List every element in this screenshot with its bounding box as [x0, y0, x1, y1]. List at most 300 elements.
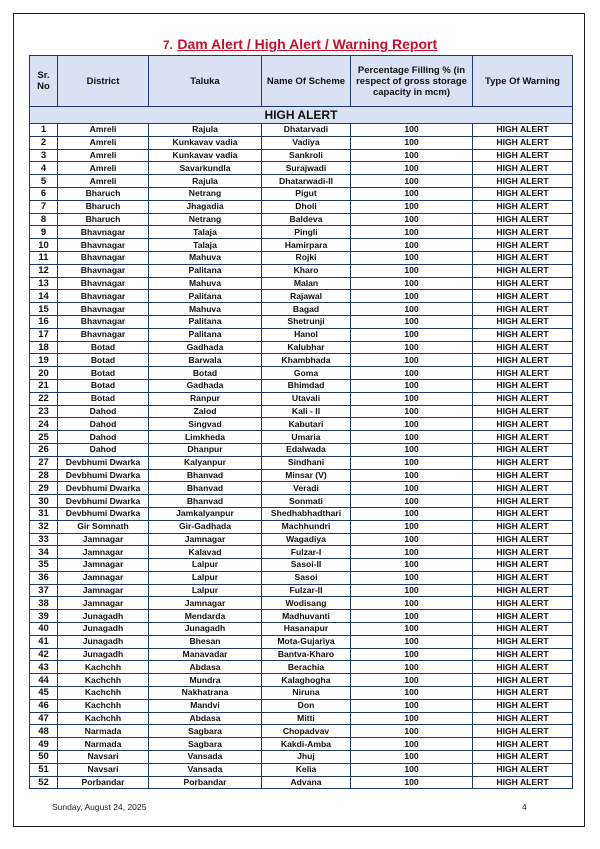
- sr-no-cell: 30: [30, 495, 58, 508]
- sr-no-cell: 51: [30, 763, 58, 776]
- taluka-cell: Kalyanpur: [149, 456, 262, 469]
- table-row: [30, 341, 573, 354]
- scheme-cell: Berachia: [262, 661, 351, 674]
- scheme-cell: Pingli: [262, 226, 351, 239]
- scheme-cell: Dhatarwadi-II: [262, 175, 351, 188]
- percentage-cell: 100: [351, 725, 473, 738]
- taluka-cell: Talaja: [149, 226, 262, 239]
- taluka-cell: Lalpur: [149, 584, 262, 597]
- warning-type-cell: HIGH ALERT: [473, 763, 573, 776]
- district-cell: Bhavnagar: [58, 226, 149, 239]
- scheme-cell: Kali - II: [262, 405, 351, 418]
- percentage-cell: 100: [351, 456, 473, 469]
- taluka-cell: Abdasa: [149, 712, 262, 725]
- sr-no-cell: 27: [30, 456, 58, 469]
- table-row: [30, 277, 573, 290]
- warning-type-cell: HIGH ALERT: [473, 661, 573, 674]
- table-row: [30, 635, 573, 648]
- warning-type-cell: HIGH ALERT: [473, 520, 573, 533]
- table-row: [30, 443, 573, 456]
- district-cell: Kachchh: [58, 674, 149, 687]
- percentage-cell: 100: [351, 571, 473, 584]
- percentage-cell: 100: [351, 264, 473, 277]
- taluka-cell: Jamnagar: [149, 533, 262, 546]
- warning-type-cell: HIGH ALERT: [473, 200, 573, 213]
- table-row: [30, 584, 573, 597]
- scheme-cell: Pigut: [262, 187, 351, 200]
- sr-no-cell: 37: [30, 584, 58, 597]
- scheme-cell: Goma: [262, 367, 351, 380]
- warning-type-cell: HIGH ALERT: [473, 392, 573, 405]
- district-cell: Devbhumi Dwarka: [58, 469, 149, 482]
- district-cell: Junagadh: [58, 610, 149, 623]
- taluka-cell: Bhesan: [149, 635, 262, 648]
- percentage-cell: 100: [351, 149, 473, 162]
- taluka-cell: Netrang: [149, 213, 262, 226]
- scheme-cell: Niruna: [262, 687, 351, 700]
- scheme-cell: Vadiya: [262, 136, 351, 149]
- table-row: [30, 648, 573, 661]
- scheme-cell: Sasoi: [262, 571, 351, 584]
- warning-type-cell: HIGH ALERT: [473, 725, 573, 738]
- taluka-cell: Palitana: [149, 315, 262, 328]
- district-cell: Botad: [58, 379, 149, 392]
- table-row: [30, 418, 573, 431]
- taluka-cell: Gadhada: [149, 341, 262, 354]
- district-cell: Jamnagar: [58, 533, 149, 546]
- scheme-cell: Fulzar-I: [262, 546, 351, 559]
- table-row: [30, 776, 573, 789]
- warning-type-cell: HIGH ALERT: [473, 264, 573, 277]
- scheme-cell: Fulzar-II: [262, 584, 351, 597]
- district-cell: Bharuch: [58, 200, 149, 213]
- taluka-cell: Palitana: [149, 328, 262, 341]
- header-taluka: Taluka: [149, 56, 262, 107]
- warning-type-cell: HIGH ALERT: [473, 584, 573, 597]
- taluka-cell: Mahuva: [149, 251, 262, 264]
- taluka-cell: Jamkalyanpur: [149, 507, 262, 520]
- scheme-cell: Minsar (V): [262, 469, 351, 482]
- warning-type-cell: HIGH ALERT: [473, 277, 573, 290]
- sr-no-cell: 13: [30, 277, 58, 290]
- scheme-cell: Umaria: [262, 431, 351, 444]
- district-cell: Bharuch: [58, 187, 149, 200]
- warning-type-cell: HIGH ALERT: [473, 175, 573, 188]
- sr-no-cell: 15: [30, 303, 58, 316]
- district-cell: Dahod: [58, 431, 149, 444]
- scheme-cell: Sonmati: [262, 495, 351, 508]
- header-percentage-filling: Percentage Filling % (in respect of gross storage capacity in mcm): [351, 56, 473, 107]
- table-row: [30, 213, 573, 226]
- table-row: [30, 354, 573, 367]
- percentage-cell: 100: [351, 303, 473, 316]
- taluka-cell: Sagbara: [149, 738, 262, 751]
- table-row: [30, 520, 573, 533]
- header-district: District: [58, 56, 149, 107]
- district-cell: Bhavnagar: [58, 303, 149, 316]
- warning-type-cell: HIGH ALERT: [473, 533, 573, 546]
- warning-type-cell: HIGH ALERT: [473, 571, 573, 584]
- taluka-cell: Rajula: [149, 175, 262, 188]
- table-row: [30, 546, 573, 559]
- district-cell: Bhavnagar: [58, 264, 149, 277]
- table-row: [30, 328, 573, 341]
- percentage-cell: 100: [351, 661, 473, 674]
- sr-no-cell: 11: [30, 251, 58, 264]
- taluka-cell: Ranpur: [149, 392, 262, 405]
- warning-type-cell: HIGH ALERT: [473, 354, 573, 367]
- district-cell: Bhavnagar: [58, 290, 149, 303]
- taluka-cell: Talaja: [149, 239, 262, 252]
- warning-type-cell: HIGH ALERT: [473, 507, 573, 520]
- scheme-cell: Kalubhar: [262, 341, 351, 354]
- warning-type-cell: HIGH ALERT: [473, 251, 573, 264]
- taluka-cell: Mahuva: [149, 303, 262, 316]
- report-title-text: Dam Alert / High Alert / Warning Report: [177, 36, 438, 52]
- sr-no-cell: 2: [30, 136, 58, 149]
- table-row: [30, 661, 573, 674]
- percentage-cell: 100: [351, 418, 473, 431]
- sr-no-cell: 5: [30, 175, 58, 188]
- warning-type-cell: HIGH ALERT: [473, 738, 573, 751]
- warning-type-cell: HIGH ALERT: [473, 443, 573, 456]
- percentage-cell: 100: [351, 738, 473, 751]
- warning-type-cell: HIGH ALERT: [473, 469, 573, 482]
- table-row: [30, 379, 573, 392]
- table-row: [30, 124, 573, 137]
- warning-type-cell: HIGH ALERT: [473, 124, 573, 137]
- taluka-cell: Gir-Gadhada: [149, 520, 262, 533]
- header-type-of-warning: Type Of Warning: [473, 56, 573, 107]
- sr-no-cell: 43: [30, 661, 58, 674]
- percentage-cell: 100: [351, 597, 473, 610]
- warning-type-cell: HIGH ALERT: [473, 328, 573, 341]
- percentage-cell: 100: [351, 482, 473, 495]
- table-row: [30, 162, 573, 175]
- district-cell: Botad: [58, 392, 149, 405]
- table-row: [30, 456, 573, 469]
- table-row: [30, 712, 573, 725]
- sr-no-cell: 46: [30, 699, 58, 712]
- scheme-cell: Hanol: [262, 328, 351, 341]
- table-row: [30, 507, 573, 520]
- percentage-cell: 100: [351, 200, 473, 213]
- taluka-cell: Mundra: [149, 674, 262, 687]
- percentage-cell: 100: [351, 277, 473, 290]
- sr-no-cell: 45: [30, 687, 58, 700]
- scheme-cell: Dholi: [262, 200, 351, 213]
- sr-no-cell: 16: [30, 315, 58, 328]
- taluka-cell: Zalod: [149, 405, 262, 418]
- warning-type-cell: HIGH ALERT: [473, 699, 573, 712]
- page-number: 4: [522, 802, 527, 812]
- taluka-cell: Gadhada: [149, 379, 262, 392]
- table-row: [30, 251, 573, 264]
- warning-type-cell: HIGH ALERT: [473, 213, 573, 226]
- table-row: [30, 264, 573, 277]
- table-row: [30, 763, 573, 776]
- warning-type-cell: HIGH ALERT: [473, 623, 573, 636]
- table-row: [30, 610, 573, 623]
- percentage-cell: 100: [351, 469, 473, 482]
- taluka-cell: Lalpur: [149, 559, 262, 572]
- table-row: [30, 533, 573, 546]
- taluka-cell: Abdasa: [149, 661, 262, 674]
- sr-no-cell: 36: [30, 571, 58, 584]
- table-row: [30, 315, 573, 328]
- taluka-cell: Rajula: [149, 124, 262, 137]
- table-row: [30, 187, 573, 200]
- sr-no-cell: 40: [30, 623, 58, 636]
- percentage-cell: 100: [351, 354, 473, 367]
- warning-type-cell: HIGH ALERT: [473, 341, 573, 354]
- taluka-cell: Jhagadia: [149, 200, 262, 213]
- warning-type-cell: HIGH ALERT: [473, 674, 573, 687]
- percentage-cell: 100: [351, 379, 473, 392]
- table-row: [30, 431, 573, 444]
- scheme-cell: Wodisang: [262, 597, 351, 610]
- table-row: [30, 738, 573, 751]
- taluka-cell: Vansada: [149, 763, 262, 776]
- district-cell: Junagadh: [58, 623, 149, 636]
- percentage-cell: 100: [351, 213, 473, 226]
- scheme-cell: Veradi: [262, 482, 351, 495]
- warning-type-cell: HIGH ALERT: [473, 405, 573, 418]
- percentage-cell: 100: [351, 290, 473, 303]
- table-row: [30, 597, 573, 610]
- table-row: [30, 559, 573, 572]
- warning-type-cell: HIGH ALERT: [473, 712, 573, 725]
- scheme-cell: Advana: [262, 776, 351, 789]
- table-row: [30, 571, 573, 584]
- scheme-cell: Kabutari: [262, 418, 351, 431]
- sr-no-cell: 35: [30, 559, 58, 572]
- sr-no-cell: 48: [30, 725, 58, 738]
- scheme-cell: Dhatarvadi: [262, 124, 351, 137]
- report-title-number: 7.: [162, 38, 173, 52]
- warning-type-cell: HIGH ALERT: [473, 162, 573, 175]
- scheme-cell: Malan: [262, 277, 351, 290]
- sr-no-cell: 28: [30, 469, 58, 482]
- sr-no-cell: 1: [30, 124, 58, 137]
- sr-no-cell: 33: [30, 533, 58, 546]
- warning-type-cell: HIGH ALERT: [473, 482, 573, 495]
- district-cell: Narmada: [58, 738, 149, 751]
- percentage-cell: 100: [351, 520, 473, 533]
- warning-type-cell: HIGH ALERT: [473, 597, 573, 610]
- percentage-cell: 100: [351, 405, 473, 418]
- scheme-cell: Rojki: [262, 251, 351, 264]
- warning-type-cell: HIGH ALERT: [473, 187, 573, 200]
- percentage-cell: 100: [351, 635, 473, 648]
- sr-no-cell: 14: [30, 290, 58, 303]
- district-cell: Dahod: [58, 405, 149, 418]
- taluka-cell: Porbandar: [149, 776, 262, 789]
- warning-type-cell: HIGH ALERT: [473, 495, 573, 508]
- taluka-cell: Bhanvad: [149, 469, 262, 482]
- district-cell: Gir Somnath: [58, 520, 149, 533]
- warning-type-cell: HIGH ALERT: [473, 315, 573, 328]
- district-cell: Amreli: [58, 162, 149, 175]
- sr-no-cell: 18: [30, 341, 58, 354]
- percentage-cell: 100: [351, 648, 473, 661]
- percentage-cell: 100: [351, 367, 473, 380]
- table-row: [30, 687, 573, 700]
- percentage-cell: 100: [351, 136, 473, 149]
- scheme-cell: Edalwada: [262, 443, 351, 456]
- taluka-cell: Limkheda: [149, 431, 262, 444]
- taluka-cell: Sagbara: [149, 725, 262, 738]
- sr-no-cell: 23: [30, 405, 58, 418]
- scheme-cell: Khambhada: [262, 354, 351, 367]
- warning-type-cell: HIGH ALERT: [473, 635, 573, 648]
- table-row: [30, 495, 573, 508]
- percentage-cell: 100: [351, 251, 473, 264]
- percentage-cell: 100: [351, 699, 473, 712]
- percentage-cell: 100: [351, 392, 473, 405]
- district-cell: Devbhumi Dwarka: [58, 482, 149, 495]
- sr-no-cell: 20: [30, 367, 58, 380]
- warning-type-cell: HIGH ALERT: [473, 303, 573, 316]
- taluka-cell: Lalpur: [149, 571, 262, 584]
- table-row: [30, 226, 573, 239]
- scheme-cell: Utavali: [262, 392, 351, 405]
- taluka-cell: Singvad: [149, 418, 262, 431]
- district-cell: Kachchh: [58, 699, 149, 712]
- sr-no-cell: 12: [30, 264, 58, 277]
- district-cell: Bhavnagar: [58, 315, 149, 328]
- sr-no-cell: 49: [30, 738, 58, 751]
- table-row: [30, 725, 573, 738]
- scheme-cell: Wagadiya: [262, 533, 351, 546]
- table-row: [30, 623, 573, 636]
- section-label: HIGH ALERT: [30, 107, 573, 124]
- scheme-cell: Kakdi-Amba: [262, 738, 351, 751]
- scheme-cell: Shedhabhadthari: [262, 507, 351, 520]
- table-row: [30, 175, 573, 188]
- district-cell: Botad: [58, 341, 149, 354]
- warning-type-cell: HIGH ALERT: [473, 367, 573, 380]
- sr-no-cell: 17: [30, 328, 58, 341]
- header-sr-no: Sr. No: [30, 56, 58, 107]
- footer-date: Sunday, August 24, 2025: [52, 802, 147, 812]
- percentage-cell: 100: [351, 495, 473, 508]
- sr-no-cell: 32: [30, 520, 58, 533]
- district-cell: Amreli: [58, 175, 149, 188]
- table-row: [30, 469, 573, 482]
- district-cell: Bhavnagar: [58, 328, 149, 341]
- sr-no-cell: 7: [30, 200, 58, 213]
- taluka-cell: Jamnagar: [149, 597, 262, 610]
- percentage-cell: 100: [351, 431, 473, 444]
- taluka-cell: Kunkavav vadia: [149, 149, 262, 162]
- sr-no-cell: 44: [30, 674, 58, 687]
- percentage-cell: 100: [351, 187, 473, 200]
- scheme-cell: Kharo: [262, 264, 351, 277]
- sr-no-cell: 26: [30, 443, 58, 456]
- table-row: [30, 290, 573, 303]
- table-row: [30, 239, 573, 252]
- taluka-cell: Mandvi: [149, 699, 262, 712]
- scheme-cell: Mota-Gujariya: [262, 635, 351, 648]
- warning-type-cell: HIGH ALERT: [473, 239, 573, 252]
- percentage-cell: 100: [351, 712, 473, 725]
- percentage-cell: 100: [351, 763, 473, 776]
- warning-type-cell: HIGH ALERT: [473, 687, 573, 700]
- district-cell: Bharuch: [58, 213, 149, 226]
- sr-no-cell: 8: [30, 213, 58, 226]
- scheme-cell: Kelia: [262, 763, 351, 776]
- scheme-cell: Sankroli: [262, 149, 351, 162]
- district-cell: Botad: [58, 354, 149, 367]
- percentage-cell: 100: [351, 610, 473, 623]
- taluka-cell: Mahuva: [149, 277, 262, 290]
- sr-no-cell: 10: [30, 239, 58, 252]
- header-scheme: Name Of Scheme: [262, 56, 351, 107]
- taluka-cell: Vansada: [149, 751, 262, 764]
- warning-type-cell: HIGH ALERT: [473, 776, 573, 789]
- district-cell: Dahod: [58, 418, 149, 431]
- taluka-cell: Dhanpur: [149, 443, 262, 456]
- scheme-cell: Baldeva: [262, 213, 351, 226]
- sr-no-cell: 21: [30, 379, 58, 392]
- warning-type-cell: HIGH ALERT: [473, 379, 573, 392]
- sr-no-cell: 34: [30, 546, 58, 559]
- district-cell: Dahod: [58, 443, 149, 456]
- section-row: [30, 107, 573, 124]
- taluka-cell: Botad: [149, 367, 262, 380]
- taluka-cell: Savarkundla: [149, 162, 262, 175]
- percentage-cell: 100: [351, 584, 473, 597]
- scheme-cell: Mitti: [262, 712, 351, 725]
- scheme-cell: Shetrunji: [262, 315, 351, 328]
- taluka-cell: Mendarda: [149, 610, 262, 623]
- sr-no-cell: 52: [30, 776, 58, 789]
- warning-type-cell: HIGH ALERT: [473, 149, 573, 162]
- warning-type-cell: HIGH ALERT: [473, 546, 573, 559]
- taluka-cell: Palitana: [149, 290, 262, 303]
- table-row: [30, 392, 573, 405]
- district-cell: Kachchh: [58, 687, 149, 700]
- district-cell: Jamnagar: [58, 571, 149, 584]
- table-row: [30, 751, 573, 764]
- taluka-cell: Kunkavav vadia: [149, 136, 262, 149]
- percentage-cell: 100: [351, 175, 473, 188]
- percentage-cell: 100: [351, 328, 473, 341]
- taluka-cell: Netrang: [149, 187, 262, 200]
- sr-no-cell: 9: [30, 226, 58, 239]
- percentage-cell: 100: [351, 443, 473, 456]
- taluka-cell: Palitana: [149, 264, 262, 277]
- warning-type-cell: HIGH ALERT: [473, 290, 573, 303]
- warning-type-cell: HIGH ALERT: [473, 559, 573, 572]
- scheme-cell: Bantva-Kharo: [262, 648, 351, 661]
- district-cell: Amreli: [58, 136, 149, 149]
- percentage-cell: 100: [351, 776, 473, 789]
- district-cell: Devbhumi Dwarka: [58, 456, 149, 469]
- percentage-cell: 100: [351, 239, 473, 252]
- district-cell: Navsari: [58, 751, 149, 764]
- scheme-cell: Madhuvanti: [262, 610, 351, 623]
- district-cell: Devbhumi Dwarka: [58, 507, 149, 520]
- district-cell: Devbhumi Dwarka: [58, 495, 149, 508]
- district-cell: Kachchh: [58, 661, 149, 674]
- district-cell: Amreli: [58, 124, 149, 137]
- scheme-cell: Bagad: [262, 303, 351, 316]
- district-cell: Narmada: [58, 725, 149, 738]
- sr-no-cell: 42: [30, 648, 58, 661]
- scheme-cell: Bhimdad: [262, 379, 351, 392]
